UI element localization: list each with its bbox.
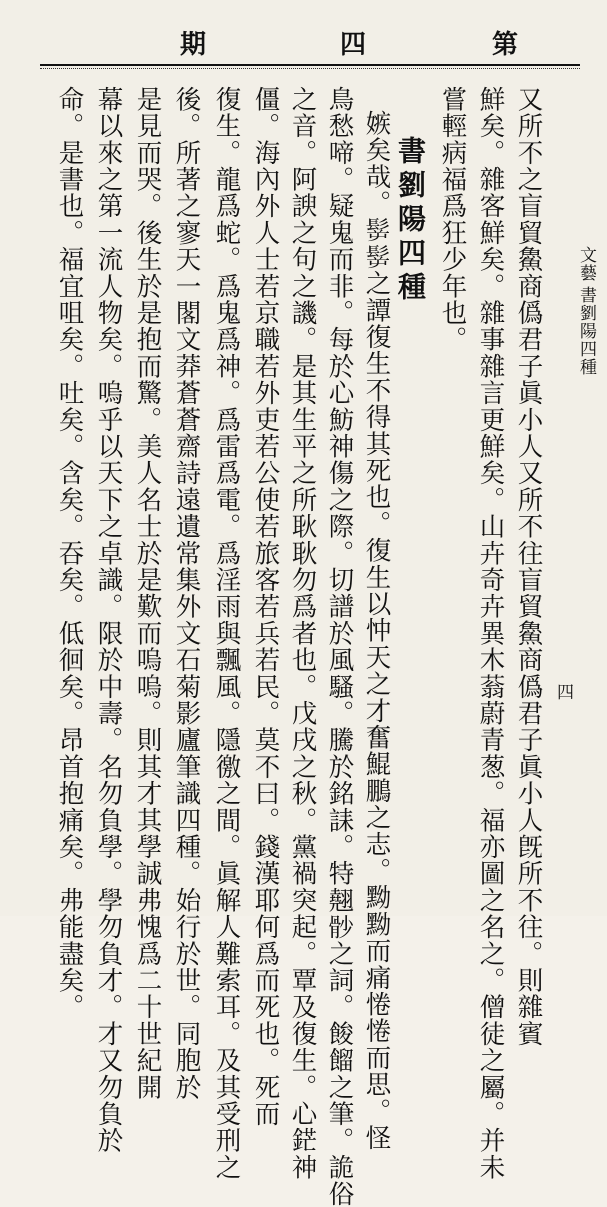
header-issue-number: 四: [340, 30, 367, 60]
text-column-7: 之音。阿諛之句之譏。是其生平之所耿耿勿爲者也。戊戌之秋。黨禍突起。覃及復生。心鋩神: [287, 86, 318, 1181]
running-subhead: 書劉陽四種: [576, 286, 596, 376]
article-title: 書劉陽四種: [394, 136, 427, 306]
text-column-12: 幕以來之第一流人物矣。嗚乎以天下之卓識。限於中壽。名勿負學。學勿負才。才又勿負於: [93, 86, 124, 1154]
text-column-3: 嘗輕病福爲狂少年也。: [437, 86, 468, 353]
text-column-11: 是見而哭。後生於是抱而驚。美人名士於是歎而嗚嗚。則其才其學誠弗愧爲二十世紀開: [132, 86, 163, 1101]
header-ordinal: 第: [492, 30, 519, 60]
text-column-10: 後。所著之寥天一閣文莽蒼蒼齋詩遠遺常集外文石菊影廬筆識四種。始行於世。同胞於: [171, 86, 202, 1101]
header-dotted-rule: [40, 68, 580, 69]
text-column-5: 嫉矣哉。𩬸𩬸之譚復生不得其死也。復生以忡天之才奮鯤鵬之志。黝黝而痛惓惓而思。怪: [361, 110, 392, 1152]
text-column-13: 命。是書也。福宜咀矣。吐矣。含矣。吞矣。低徊矣。昂首抱痛矣。弗能盡矣。: [54, 86, 85, 1021]
text-column-8: 僵。海內外人士若京職若外吏若公使若旅客若兵若民。莫不曰。錢漢耶何爲而死也。死而: [250, 86, 281, 1128]
running-head: 文藝: [576, 246, 596, 282]
page-number: 四: [557, 683, 574, 703]
page-header: [40, 30, 580, 70]
text-column-6: 鳥愁啼。疑鬼而非。每於心魴神傷之際。切譜於風騷。騰於銘誄。特翹𩨡之詞。餕餾之筆。詭俗: [324, 86, 355, 1207]
header-issue-label: 期: [180, 30, 207, 60]
text-column-1: 又所不之盲貿𩺰商僞君子眞小人又所不往盲貿𩺰商僞君子眞小人旣所不往。則雜賓: [513, 86, 544, 1048]
text-column-2: 鮮矣。雜客鮮矣。雜事雜言更鮮矣。山卉奇卉異木蓊蔚青葱。福亦圖之名之。僧徒之屬。并未: [475, 86, 506, 1181]
text-column-9: 復生。龍爲蛇。爲鬼爲神。爲雷爲電。爲淫雨與飄風。隱徼之間。眞解人難索耳。及其受刑之: [211, 86, 242, 1181]
header-rule: [40, 64, 580, 66]
